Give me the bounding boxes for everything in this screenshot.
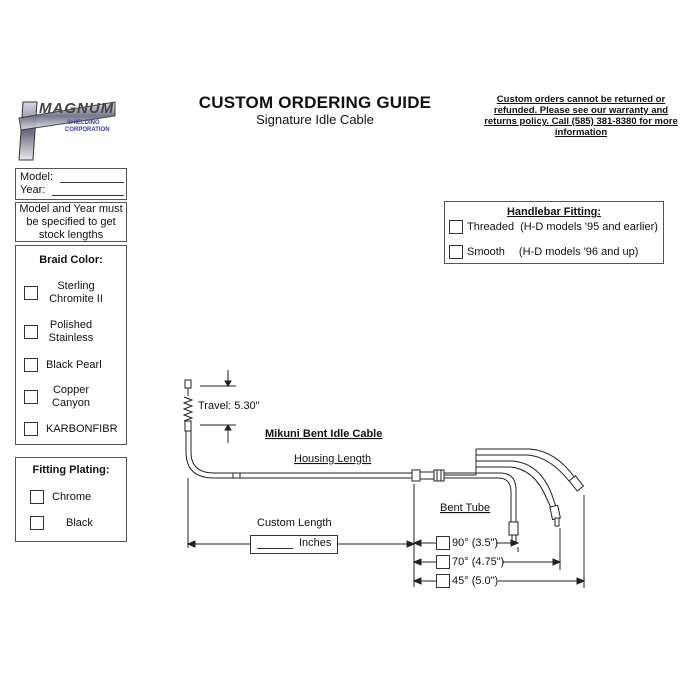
bent-tube-label: Bent Tube xyxy=(440,502,491,514)
bend-checkbox[interactable] xyxy=(436,555,450,569)
braid-option-label: Black Pearl xyxy=(46,359,102,371)
bend-option-45[interactable] xyxy=(436,574,498,588)
bend-option-label: 90° (3.5") xyxy=(452,537,499,549)
cable-name-label: Mikuni Bent Idle Cable xyxy=(265,428,383,440)
bend-checkbox[interactable] xyxy=(436,574,450,588)
handlebar-option-detail: (H-D models '96 and up) xyxy=(518,246,639,258)
handlebar-option-name: Threaded xyxy=(467,221,515,233)
custom-length-label: Custom Length xyxy=(257,517,332,529)
bend-option-label: 70° (4.75") xyxy=(452,556,505,568)
page-title: CUSTOM ORDERING GUIDE xyxy=(198,93,432,112)
braid-option-label: KARBONFIBR xyxy=(46,423,118,435)
cable-ferrule xyxy=(185,421,191,431)
model-label: Model: xyxy=(20,171,54,183)
custom-length-blank[interactable] xyxy=(257,548,293,549)
dimension-lines xyxy=(188,478,584,588)
model-note-text: Model and Year must be specified to get stock lengths xyxy=(19,203,123,241)
bend-option-label: 45° (5.0") xyxy=(452,575,499,587)
logo-name: MAGNUM xyxy=(39,100,115,117)
housing-length-label: Housing Length xyxy=(294,453,372,465)
braid-title: Braid Color: xyxy=(39,254,103,266)
cable-nut xyxy=(412,470,420,481)
fitting-option-label: Chrome xyxy=(52,491,92,503)
units-label: Inches xyxy=(299,537,332,549)
bend-option-70[interactable] xyxy=(436,555,504,569)
cable-spring xyxy=(184,397,192,421)
logo-line1: SHIELDING xyxy=(67,120,100,126)
custom-length-input[interactable] xyxy=(250,535,338,554)
year-label: Year: xyxy=(20,184,46,196)
bent-tube-45 xyxy=(476,449,575,478)
braid-option-label: Copper Canyon xyxy=(52,384,90,409)
page-subtitle: Signature Idle Cable xyxy=(256,112,374,127)
handlebar-title: Handlebar Fitting: xyxy=(506,206,602,218)
returns-notice: Custom orders cannot be returned or refunded. Please see our warranty and returns policy. Call (585) 381-8380 for more information xyxy=(484,94,678,138)
braid-option-label: Polished Stainless xyxy=(48,319,94,344)
bend-checkbox[interactable] xyxy=(436,536,450,550)
fitting-title: Fitting Plating: xyxy=(32,464,110,476)
bend-option-90[interactable] xyxy=(436,536,498,550)
fitting-option-label: Black xyxy=(66,517,93,529)
cable-top-fitting xyxy=(185,380,191,388)
handlebar-option-detail: (H-D models '95 and earlier) xyxy=(520,221,658,233)
braid-option-label: Sterling Chromite II xyxy=(49,280,103,305)
bent-tube-90 xyxy=(444,473,516,522)
travel-label: Travel: 5.30" xyxy=(198,400,260,412)
handlebar-option-name: Smooth xyxy=(467,246,505,258)
logo-line2: CORPORATION xyxy=(65,127,110,133)
